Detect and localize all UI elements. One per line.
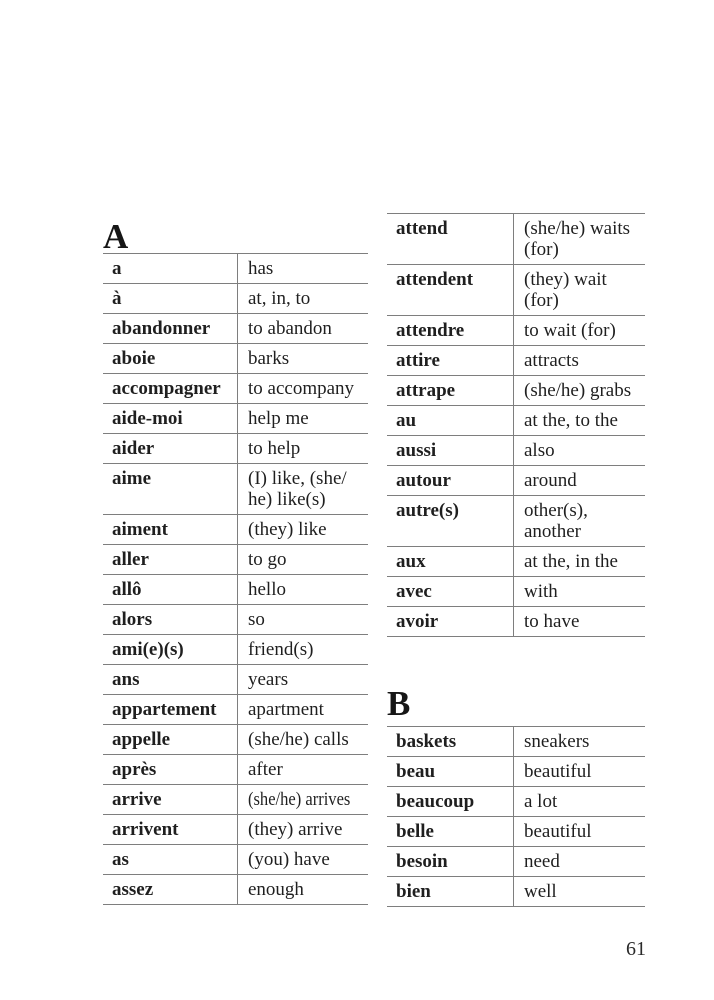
glossary-row <box>387 466 645 496</box>
glossary-row <box>103 695 368 725</box>
term-cell: as <box>103 845 238 875</box>
definition-cell: well <box>514 877 646 907</box>
definition-cell: to go <box>238 545 369 575</box>
glossary-row <box>387 847 645 877</box>
definition-cell: (she/he) grabs <box>514 376 646 406</box>
definition-cell: sneakers <box>514 727 646 757</box>
definition-cell: after <box>238 755 369 785</box>
definition-cell: need <box>514 847 646 877</box>
term-cell: avec <box>387 577 514 607</box>
glossary-row <box>387 406 645 436</box>
definition-cell: attracts <box>514 346 646 376</box>
term-cell: baskets <box>387 727 514 757</box>
term-cell: aux <box>387 547 514 577</box>
definition-cell: at the, in the <box>514 547 646 577</box>
definition-cell: to accompany <box>238 374 369 404</box>
definition-cell: barks <box>238 344 369 374</box>
glossary-row <box>387 607 645 637</box>
definition-cell: a lot <box>514 787 646 817</box>
term-cell: à <box>103 284 238 314</box>
definition-cell: around <box>514 466 646 496</box>
definition-cell: (they) wait (for) <box>514 265 646 316</box>
term-cell: attire <box>387 346 514 376</box>
term-cell: attendre <box>387 316 514 346</box>
term-cell: avoir <box>387 607 514 637</box>
definition-cell: (I) like, (she/ he) like(s) <box>238 464 369 515</box>
definition-cell: (she/he) waits (for) <box>514 214 646 265</box>
glossary-row <box>103 545 368 575</box>
term-cell: appelle <box>103 725 238 755</box>
term-cell: assez <box>103 875 238 905</box>
definition-cell: has <box>238 254 369 284</box>
definition-cell: at the, to the <box>514 406 646 436</box>
term-cell: allô <box>103 575 238 605</box>
definition-cell: to wait (for) <box>514 316 646 346</box>
glossary-row <box>103 845 368 875</box>
definition-cell: apartment <box>238 695 369 725</box>
glossary-row <box>387 214 645 265</box>
glossary-row <box>387 577 645 607</box>
term-cell: après <box>103 755 238 785</box>
glossary-row <box>387 265 645 316</box>
glossary-row <box>103 314 368 344</box>
right-column <box>387 213 645 907</box>
definition-cell: beautiful <box>514 757 646 787</box>
term-cell: beau <box>387 757 514 787</box>
glossary-row <box>103 725 368 755</box>
glossary-row <box>387 436 645 466</box>
glossary-row <box>387 877 645 907</box>
glossary-row <box>387 346 645 376</box>
term-cell: autre(s) <box>387 496 514 547</box>
glossary-row <box>103 755 368 785</box>
definition-cell: to help <box>238 434 369 464</box>
term-cell: aboie <box>103 344 238 374</box>
term-cell: abandonner <box>103 314 238 344</box>
term-cell: a <box>103 254 238 284</box>
term-cell: attendent <box>387 265 514 316</box>
term-cell: alors <box>103 605 238 635</box>
section-heading-b: B <box>387 684 411 723</box>
definition-cell: to have <box>514 607 646 637</box>
term-cell: belle <box>387 817 514 847</box>
definition-cell: with <box>514 577 646 607</box>
definition-cell: friend(s) <box>238 635 369 665</box>
left-column <box>103 217 368 905</box>
glossary-row <box>103 344 368 374</box>
section-heading-a: A <box>103 217 129 256</box>
term-cell: aime <box>103 464 238 515</box>
term-cell: attend <box>387 214 514 265</box>
glossary-row <box>387 376 645 406</box>
term-cell: aussi <box>387 436 514 466</box>
definition-cell: (she/he) calls <box>238 725 369 755</box>
definition-cell: (they) like <box>238 515 369 545</box>
definition-cell: hello <box>238 575 369 605</box>
glossary-row <box>103 785 368 815</box>
term-cell: beaucoup <box>387 787 514 817</box>
glossary-row <box>387 547 645 577</box>
definition-cell: at, in, to <box>238 284 369 314</box>
definition-cell: so <box>238 605 369 635</box>
term-cell: autour <box>387 466 514 496</box>
glossary-row <box>103 575 368 605</box>
term-cell: besoin <box>387 847 514 877</box>
term-cell: arrive <box>103 785 238 815</box>
glossary-row <box>387 817 645 847</box>
glossary-row <box>103 665 368 695</box>
page-number: 61 <box>626 938 646 960</box>
term-cell: ami(e)(s) <box>103 635 238 665</box>
definition-cell: enough <box>238 875 369 905</box>
glossary-row <box>103 875 368 905</box>
term-cell: bien <box>387 877 514 907</box>
definition-text: (she/he) arrives <box>248 789 351 810</box>
definition-cell: also <box>514 436 646 466</box>
term-cell: aider <box>103 434 238 464</box>
glossary-row <box>103 464 368 515</box>
glossary-row <box>103 284 368 314</box>
glossary-row <box>387 496 645 547</box>
term-cell: aller <box>103 545 238 575</box>
term-cell: attrape <box>387 376 514 406</box>
glossary-row <box>387 727 645 757</box>
glossary-row <box>387 787 645 817</box>
glossary-table-a-left <box>103 253 368 905</box>
glossary-row <box>103 515 368 545</box>
definition-cell: (they) arrive <box>238 815 369 845</box>
glossary-row <box>103 815 368 845</box>
glossary-row <box>103 254 368 284</box>
glossary-row <box>103 635 368 665</box>
definition-cell: years <box>238 665 369 695</box>
glossary-table-b <box>387 726 645 907</box>
definition-cell <box>238 785 369 815</box>
term-cell: aide-moi <box>103 404 238 434</box>
term-cell: accompagner <box>103 374 238 404</box>
definition-cell: beautiful <box>514 817 646 847</box>
glossary-row <box>387 316 645 346</box>
glossary-row <box>103 404 368 434</box>
term-cell: aiment <box>103 515 238 545</box>
definition-cell: other(s), another <box>514 496 646 547</box>
term-cell: appartement <box>103 695 238 725</box>
definition-cell: to abandon <box>238 314 369 344</box>
glossary-row <box>103 434 368 464</box>
glossary-row <box>103 374 368 404</box>
glossary-table-a-right <box>387 213 645 637</box>
definition-cell: (you) have <box>238 845 369 875</box>
glossary-row <box>103 605 368 635</box>
term-cell: au <box>387 406 514 436</box>
definition-cell: help me <box>238 404 369 434</box>
term-cell: ans <box>103 665 238 695</box>
glossary-row <box>387 757 645 787</box>
term-cell: arrivent <box>103 815 238 845</box>
